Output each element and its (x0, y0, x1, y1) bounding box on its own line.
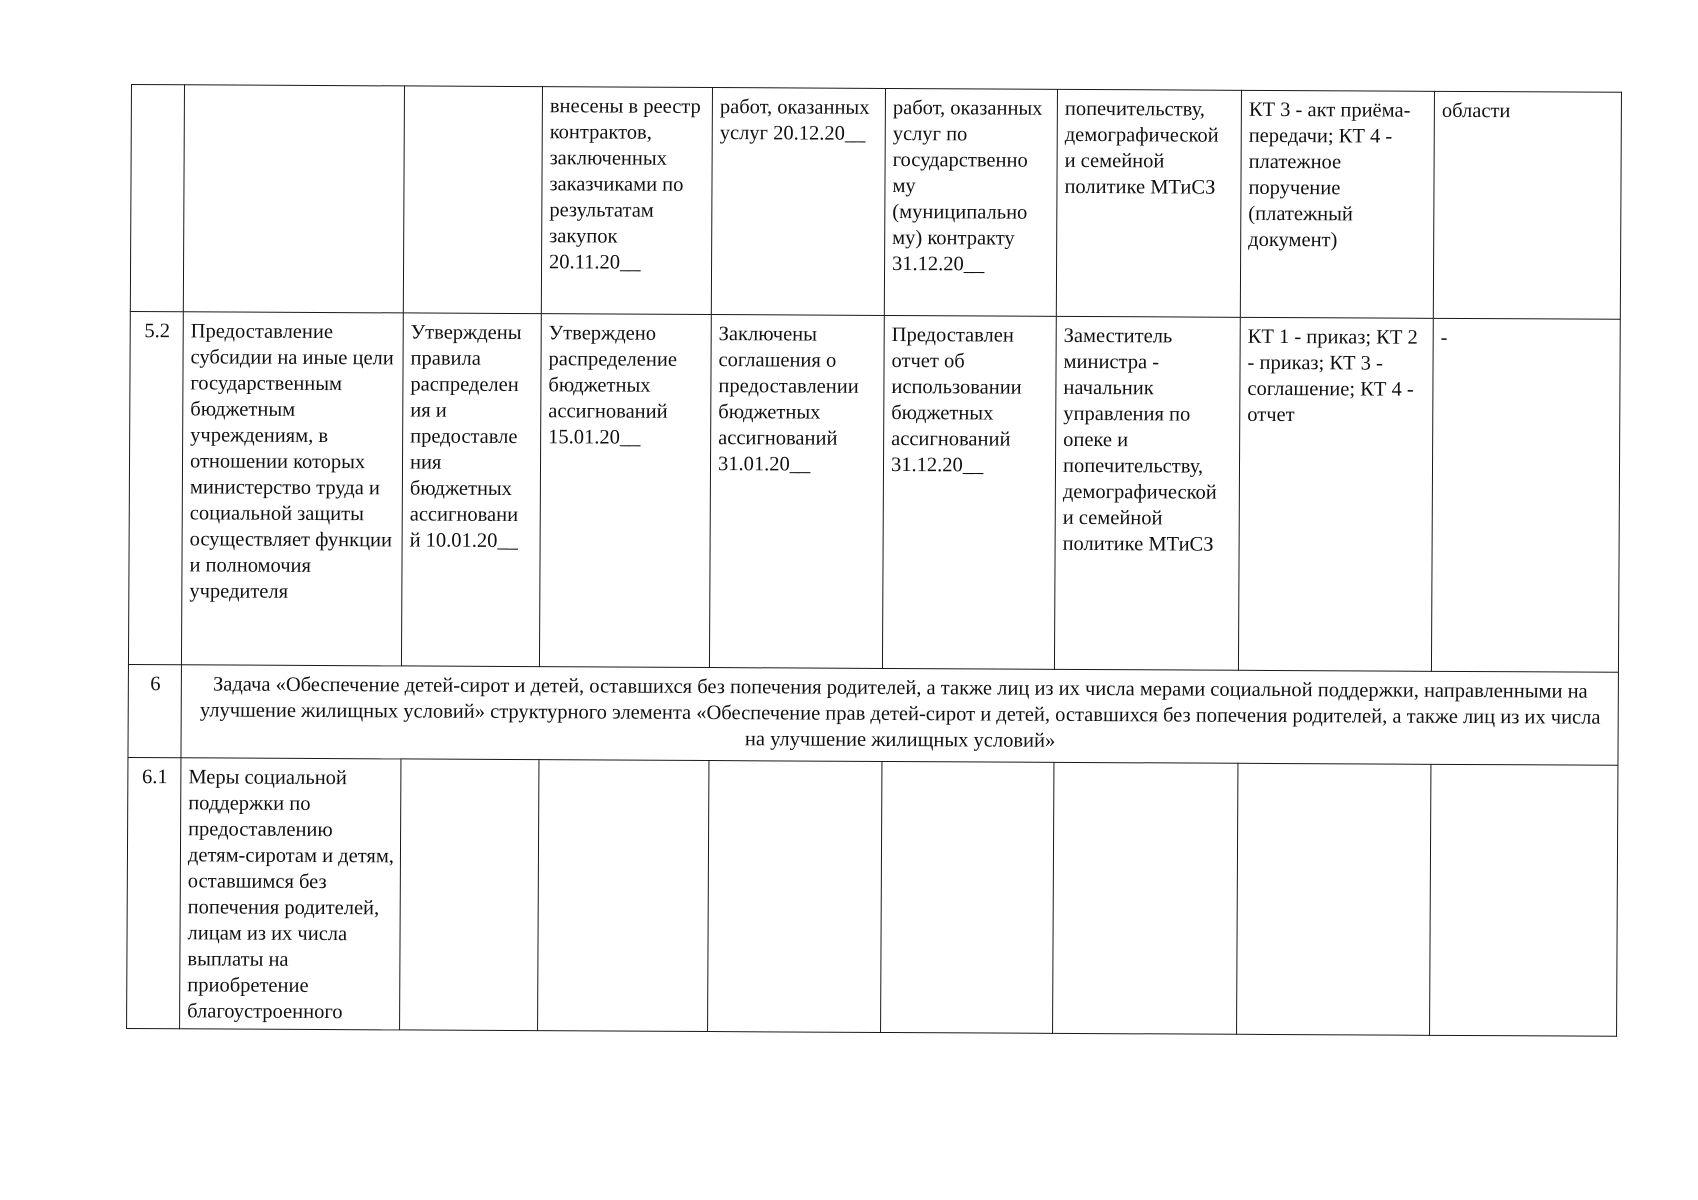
row-number: 6.1 (127, 757, 181, 1028)
row-number (130, 85, 184, 312)
event-name-cell: Предоставление субсидии на иные цели государственным бюджетным учреждениям, в отношении которых министерство труда и социальной защиты осуществляет функции и полномочия учредителя (181, 312, 403, 666)
checkpoint-3-cell: Заключены соглашения о предоставлении бюджетных ассигнований 31.01.20__ (709, 315, 884, 669)
info-system-cell: области (1433, 91, 1621, 319)
responsible-cell: попечительству, демографической и семейной политике МТиСЗ (1056, 89, 1241, 317)
event-name-cell (183, 85, 404, 313)
checkpoint-1-cell (400, 759, 539, 1031)
responsible-cell (1053, 762, 1238, 1034)
checkpoint-4-cell (881, 761, 1054, 1033)
checkpoint-4-cell: работ, оказанных услуг по государственно му (муниципально му) контракту 31.12.20__ (884, 88, 1057, 316)
table-row (127, 757, 1618, 1036)
row-number: 6 (128, 664, 181, 757)
checkpoint-4-cell: Предоставлен отчет об использовании бюджетных ассигнований 31.12.20__ (882, 315, 1056, 669)
checkpoint-3-cell (708, 761, 882, 1033)
checkpoint-2-cell: внесены в реестр контрактов, заключенных заказчиками по результатам закупок 20.11.20__ (541, 87, 712, 315)
table-row (130, 85, 1621, 320)
row-number: 5.2 (128, 311, 183, 664)
document-type-cell: КТ 3 - акт приёма-передачи; КТ 4 - платежное поручение (платежный документ) (1240, 90, 1434, 318)
document-type-cell (1237, 763, 1431, 1035)
info-system-cell: - (1431, 318, 1620, 672)
checkpoint-1-cell: Утверждены правила распределен ия и предоставле ния бюджетных ассигновани й 10.01.20__ (401, 313, 541, 667)
table-row (128, 311, 1620, 672)
checkpoint-2-cell (538, 760, 709, 1032)
event-name-cell: Меры социальной поддержки по предоставлению детям-сиротам и детям, оставшимся без попечения родителей, лицам из их числа выплаты на приобретение благоустроенного (180, 758, 401, 1030)
checkpoint-3-cell: работ, оказанных услуг 20.12.20__ (711, 88, 885, 316)
responsible-cell: Заместитель министра - начальник управления по опеке и попечительству, демографической и семейной политике МТиСЗ (1054, 316, 1240, 670)
plan-table (126, 84, 1622, 1037)
task-description: Задача «Обеспечение детей-сирот и детей, оставшихся без попечения родителей, а также лиц из их числа мерами социальной поддержки, направленными на улучшение жилищных условий» структурного элемента «Обеспечение прав детей-сирот и детей, оставшихся без попечения родителей, а также лиц из их числа на улучшение жилищных условий» (181, 665, 1618, 766)
checkpoint-2-cell: Утверждено распределение бюджетных ассигнований 15.01.20__ (539, 314, 711, 668)
checkpoint-1-cell (403, 86, 542, 314)
task-row (128, 664, 1618, 765)
info-system-cell (1430, 764, 1618, 1036)
document-type-cell: КТ 1 - приказ; КТ 2 - приказ; КТ 3 - соглашение; КТ 4 - отчет (1238, 317, 1433, 671)
